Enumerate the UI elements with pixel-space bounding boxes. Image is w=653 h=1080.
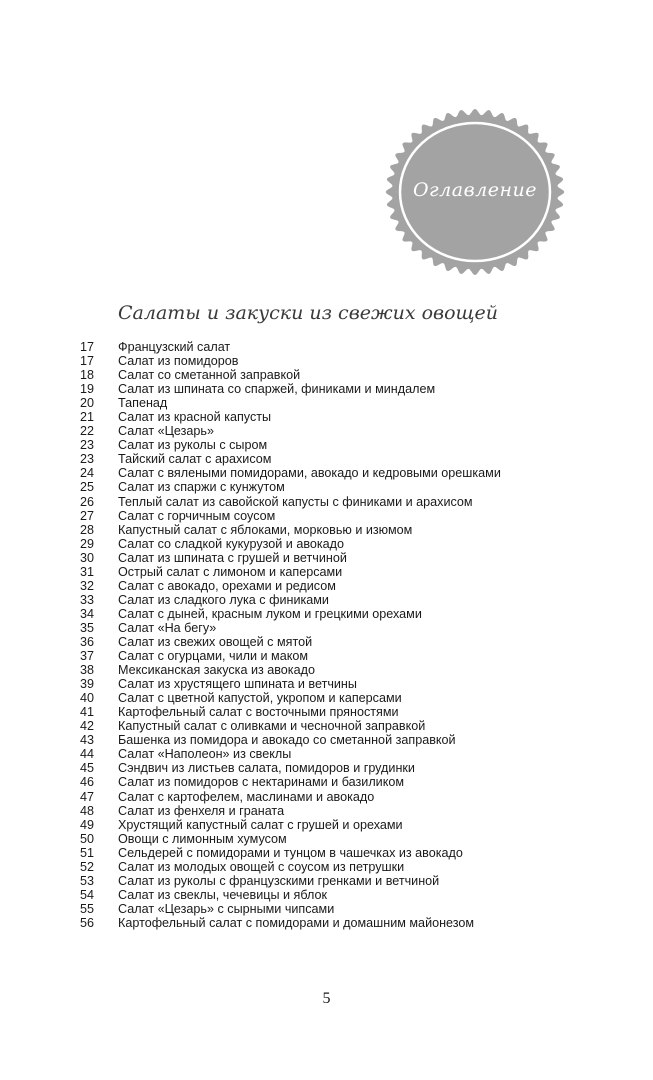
toc-entry bbox=[80, 649, 580, 663]
toc-entry bbox=[80, 860, 580, 874]
toc-page-number: 18 bbox=[80, 368, 95, 383]
toc-entry bbox=[80, 466, 580, 480]
toc-recipe-title: Теплый салат из савойской капусты с финиками и арахисом bbox=[118, 494, 473, 509]
toc-entry bbox=[80, 818, 580, 832]
toc-page-number: 53 bbox=[80, 873, 95, 888]
toc-entry bbox=[80, 733, 580, 747]
toc-recipe-title: Тайский салат с арахисом bbox=[118, 452, 272, 467]
toc-page-number: 28 bbox=[80, 522, 95, 537]
toc-entry bbox=[80, 761, 580, 775]
toc-entry bbox=[80, 424, 580, 438]
toc-page-number: 50 bbox=[80, 831, 95, 846]
toc-entry bbox=[80, 916, 580, 930]
toc-page-number: 55 bbox=[80, 901, 95, 916]
toc-entry bbox=[80, 705, 580, 719]
toc-page-number: 17 bbox=[80, 354, 95, 369]
toc-recipe-title: Башенка из помидора и авокадо со сметанной заправкой bbox=[118, 733, 456, 748]
toc-recipe-title: Салат со сладкой кукурузой и авокадо bbox=[118, 536, 345, 551]
toc-recipe-title: Салат «Наполеон» из свеклы bbox=[118, 747, 292, 762]
page-number: 5 bbox=[322, 990, 331, 1007]
toc-entry bbox=[80, 410, 580, 424]
toc-page-number: 47 bbox=[80, 789, 95, 804]
toc-page-number: 17 bbox=[80, 340, 95, 354]
toc-entry bbox=[80, 663, 580, 677]
toc-entry bbox=[80, 804, 580, 818]
toc-entry bbox=[80, 495, 580, 509]
toc-recipe-title: Салат из помидоров с нектаринами и базиликом bbox=[118, 775, 405, 790]
toc-recipe-title: Салат из руколы с французскими гренками и ветчиной bbox=[118, 873, 440, 888]
toc-recipe-title: Салат «Цезарь» bbox=[118, 424, 214, 439]
toc-entry bbox=[80, 719, 580, 733]
toc-entry bbox=[80, 438, 580, 452]
toc-page-number: 19 bbox=[80, 382, 95, 397]
toc-page-number: 49 bbox=[80, 817, 95, 832]
toc-entry bbox=[80, 621, 580, 635]
toc-entry bbox=[80, 480, 580, 494]
toc-page-number: 24 bbox=[80, 466, 95, 481]
toc-page-number: 54 bbox=[80, 887, 95, 902]
toc-entry bbox=[80, 523, 580, 537]
toc-entry bbox=[80, 537, 580, 551]
toc-recipe-title: Салат из помидоров bbox=[118, 354, 239, 369]
toc-entry bbox=[80, 902, 580, 916]
toc-recipe-title: Салат с вялеными помидорами, авокадо и кедровыми орешками bbox=[118, 466, 501, 481]
toc-recipe-title: Салат из свежих овощей с мятой bbox=[118, 634, 313, 649]
toc-entry bbox=[80, 775, 580, 789]
toc-entry bbox=[80, 551, 580, 565]
section-title: Салаты и закуски из свежих овощей bbox=[118, 302, 499, 324]
toc-entry bbox=[80, 677, 580, 691]
toc-page-number: 38 bbox=[80, 663, 95, 678]
toc-entry bbox=[80, 593, 580, 607]
toc-page-number: 46 bbox=[80, 775, 95, 790]
toc-page-number: 33 bbox=[80, 592, 95, 607]
toc-recipe-title: Салат из молодых овощей с соусом из петрушки bbox=[118, 859, 405, 874]
toc-page-number: 26 bbox=[80, 494, 95, 509]
toc-recipe-title: Капустный салат с оливками и чесночной заправкой bbox=[118, 719, 426, 734]
toc-page-number: 21 bbox=[80, 410, 95, 425]
toc-page-number: 31 bbox=[80, 564, 95, 579]
toc-page-number: 42 bbox=[80, 719, 95, 734]
toc-recipe-title: Овощи с лимонным хумусом bbox=[118, 831, 287, 846]
toc-recipe-title: Мексиканская закуска из авокадо bbox=[118, 663, 315, 678]
toc-page-number: 39 bbox=[80, 677, 95, 692]
toc-entry bbox=[80, 635, 580, 649]
toc-recipe-title: Картофельный салат с восточными пряностями bbox=[118, 705, 399, 720]
toc-recipe-title: Салат с огурцами, чили и маком bbox=[118, 649, 309, 664]
toc-recipe-title: Хрустящий капустный салат с грушей и орехами bbox=[118, 817, 403, 832]
toc-entry bbox=[80, 888, 580, 902]
toc-page-number: 20 bbox=[80, 396, 95, 411]
toc-page-number: 41 bbox=[80, 705, 95, 720]
toc-page-number: 25 bbox=[80, 480, 95, 495]
toc-entry bbox=[80, 565, 580, 579]
toc-entry bbox=[80, 340, 580, 354]
toc-recipe-title: Салат с горчичным соусом bbox=[118, 508, 276, 523]
toc-page-number: 37 bbox=[80, 649, 95, 664]
toc-page-number: 35 bbox=[80, 620, 95, 635]
toc-page-number: 30 bbox=[80, 550, 95, 565]
toc-recipe-title: Салат из сладкого лука с финиками bbox=[118, 592, 329, 607]
toc-recipe-title: Салат «На бегу» bbox=[118, 620, 217, 635]
toc-recipe-title: Салат с дыней, красным луком и грецкими орехами bbox=[118, 606, 422, 621]
toc-recipe-title: Капустный салат с яблоками, морковью и изюмом bbox=[118, 522, 413, 537]
toc-page-number: 23 bbox=[80, 438, 95, 453]
toc-page-number: 40 bbox=[80, 691, 95, 706]
toc-recipe-title: Салат из шпината со спаржей, финиками и миндалем bbox=[118, 382, 436, 397]
toc-recipe-title: Салат со сметанной заправкой bbox=[118, 368, 301, 383]
toc-recipe-title: Салат с цветной капустой, укропом и каперсами bbox=[118, 691, 402, 706]
toc-recipe-title: Сэндвич из листьев салата, помидоров и грудинки bbox=[118, 761, 415, 776]
toc-page-number: 22 bbox=[80, 424, 95, 439]
toc-recipe-title: Французский салат bbox=[118, 340, 231, 354]
toc-recipe-title: Салат из свеклы, чечевицы и яблок bbox=[118, 887, 327, 902]
toc-page-number: 23 bbox=[80, 452, 95, 467]
toc-recipe-title: Салат «Цезарь» с сырными чипсами bbox=[118, 901, 335, 916]
contents-badge bbox=[385, 108, 565, 276]
toc-recipe-title: Картофельный салат с помидорами и домашним майонезом bbox=[118, 915, 475, 930]
toc-page-number: 36 bbox=[80, 634, 95, 649]
toc-recipe-title: Салат с картофелем, маслинами и авокадо bbox=[118, 789, 375, 804]
toc-page-number: 48 bbox=[80, 803, 95, 818]
toc-recipe-title: Острый салат с лимоном и каперсами bbox=[118, 564, 343, 579]
toc-page-number: 56 bbox=[80, 915, 95, 930]
toc-page-number: 29 bbox=[80, 536, 95, 551]
toc-entry bbox=[80, 382, 580, 396]
toc-entry bbox=[80, 832, 580, 846]
toc-entry bbox=[80, 846, 580, 860]
toc-recipe-title: Салат из хрустящего шпината и ветчины bbox=[118, 677, 357, 692]
toc-recipe-title: Салат из шпината с грушей и ветчиной bbox=[118, 550, 347, 565]
toc-page-number: 44 bbox=[80, 747, 95, 762]
toc-recipe-title: Сельдерей с помидорами и тунцом в чашечках из авокадо bbox=[118, 845, 463, 860]
toc-page-number: 45 bbox=[80, 761, 95, 776]
toc-page-number: 34 bbox=[80, 606, 95, 621]
toc-entry bbox=[80, 354, 580, 368]
toc-entry bbox=[80, 747, 580, 761]
toc-recipe-title: Тапенад bbox=[118, 396, 168, 411]
table-of-contents bbox=[80, 340, 580, 930]
toc-page-number: 32 bbox=[80, 578, 95, 593]
toc-entry bbox=[80, 579, 580, 593]
toc-recipe-title: Салат из руколы с сыром bbox=[118, 438, 268, 453]
toc-entry bbox=[80, 607, 580, 621]
toc-page-number: 27 bbox=[80, 508, 95, 523]
toc-entry bbox=[80, 509, 580, 523]
toc-page-number: 51 bbox=[80, 845, 95, 860]
toc-entry bbox=[80, 874, 580, 888]
toc-recipe-title: Салат из фенхеля и граната bbox=[118, 803, 285, 818]
toc-page-number: 52 bbox=[80, 859, 95, 874]
toc-recipe-title: Салат из спаржи с кунжутом bbox=[118, 480, 285, 495]
toc-entry bbox=[80, 396, 580, 410]
contents-heading: Оглавление bbox=[412, 179, 537, 201]
toc-entry bbox=[80, 790, 580, 804]
toc-entry bbox=[80, 452, 580, 466]
toc-recipe-title: Салат из красной капусты bbox=[118, 410, 272, 425]
toc-recipe-title: Салат с авокадо, орехами и редисом bbox=[118, 578, 336, 593]
toc-entry bbox=[80, 368, 580, 382]
toc-page-number: 43 bbox=[80, 733, 95, 748]
toc-entry bbox=[80, 691, 580, 705]
